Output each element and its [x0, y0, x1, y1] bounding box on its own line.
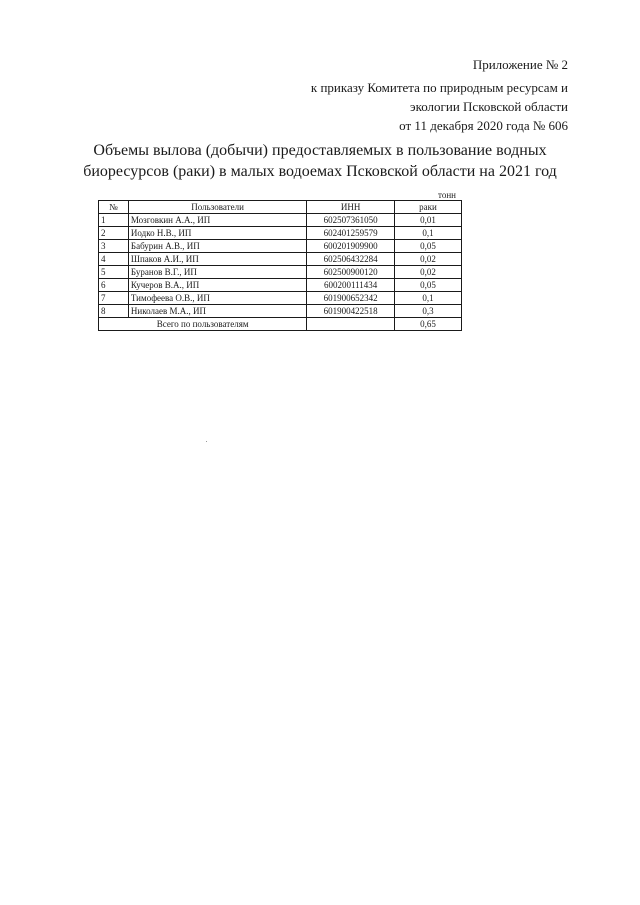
order-reference-line-1: к приказу Комитета по природным ресурсам и: [310, 80, 568, 95]
row-user: Шпаков А.И., ИП: [128, 253, 306, 266]
table-row: [99, 292, 462, 305]
row-user: Мозговкин А.А., ИП: [128, 214, 306, 227]
document-header: [311, 55, 568, 135]
appendix-label: Приложение № 2: [472, 57, 568, 72]
document-title: [0, 140, 640, 182]
header-number: №: [99, 201, 129, 214]
row-inn: 602507361050: [307, 214, 395, 227]
row-user: Буранов В.Г., ИП: [128, 266, 306, 279]
total-value: 0,65: [394, 318, 461, 331]
table-header-row: [99, 201, 462, 214]
total-row: [99, 318, 462, 331]
row-value: 0,1: [394, 292, 461, 305]
row-value: 0,05: [394, 279, 461, 292]
total-inn-empty: [307, 318, 395, 331]
table-row: [99, 279, 462, 292]
row-number: 2: [99, 227, 129, 240]
row-inn: 600200111434: [307, 279, 395, 292]
header-users: Пользователи: [128, 201, 306, 214]
order-reference-line-2: экологии Псковской области: [409, 99, 568, 114]
row-user: Иодко Н.В., ИП: [128, 227, 306, 240]
order-date-number: от 11 декабря 2020 года № 606: [399, 118, 568, 133]
row-inn: 601900422518: [307, 305, 395, 318]
title-line-1: Объемы вылова (добычи) предоставляемых в пользование водных: [93, 142, 547, 159]
row-number: 3: [99, 240, 129, 253]
table-row: [99, 253, 462, 266]
row-user: Бабурин А.В., ИП: [128, 240, 306, 253]
row-inn: 602500900120: [307, 266, 395, 279]
table-row: [99, 266, 462, 279]
row-user: Николаев М.А., ИП: [128, 305, 306, 318]
row-value: 0,02: [394, 266, 461, 279]
unit-label: тонн: [438, 190, 456, 200]
table-row: [99, 214, 462, 227]
header-crayfish: раки: [394, 201, 461, 214]
table-row: [99, 227, 462, 240]
table-row: [99, 305, 462, 318]
row-inn: 600201909900: [307, 240, 395, 253]
total-label: Всего по пользователям: [99, 318, 307, 331]
row-number: 4: [99, 253, 129, 266]
row-number: 8: [99, 305, 129, 318]
row-number: 5: [99, 266, 129, 279]
catch-volume-table: [98, 200, 462, 331]
row-value: 0,1: [394, 227, 461, 240]
row-inn: 602506432284: [307, 253, 395, 266]
row-value: 0,3: [394, 305, 461, 318]
row-user: Кучеров В.А., ИП: [128, 279, 306, 292]
row-number: 7: [99, 292, 129, 305]
row-number: 6: [99, 279, 129, 292]
scan-speck: [206, 441, 207, 442]
row-number: 1: [99, 214, 129, 227]
row-user: Тимофеева О.В., ИП: [128, 292, 306, 305]
table-row: [99, 240, 462, 253]
row-inn: 601900652342: [307, 292, 395, 305]
row-value: 0,01: [394, 214, 461, 227]
header-inn: ИНН: [307, 201, 395, 214]
row-value: 0,02: [394, 253, 461, 266]
row-value: 0,05: [394, 240, 461, 253]
title-line-2: биоресурсов (раки) в малых водоемах Псковской области на 2021 год: [83, 163, 557, 180]
row-inn: 602401259579: [307, 227, 395, 240]
